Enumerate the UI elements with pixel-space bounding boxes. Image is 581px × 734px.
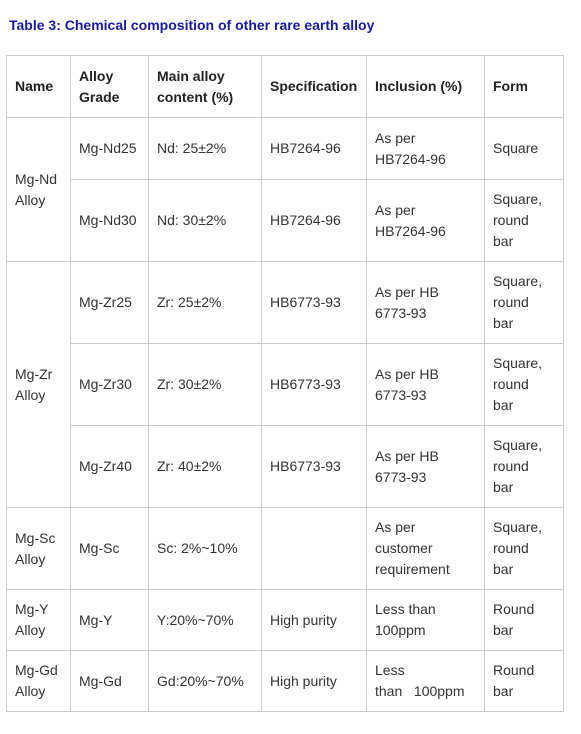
specification-cell: HB6773-93 [262,262,367,344]
header-form: Form [485,56,564,118]
header-inclusion: Inclusion (%) [367,56,485,118]
group-name-cell: Mg-Y Alloy [7,590,71,651]
table-title: Table 3: Chemical composition of other rare earth alloy [9,17,375,33]
inclusion-cell: Less than 100ppm [367,651,485,712]
inclusion-cell: As per HB 6773-93 [367,426,485,508]
composition-table [6,55,564,712]
table-row [7,118,564,180]
table-row [7,508,564,590]
form-cell: Round bar [485,651,564,712]
inclusion-cell: As per HB7264-96 [367,118,485,180]
content-cell: Nd: 30±2% [149,180,262,262]
specification-cell: HB6773-93 [262,426,367,508]
content-cell: Zr: 40±2% [149,426,262,508]
form-cell: Square, round bar [485,426,564,508]
content-cell: Gd:20%~70% [149,651,262,712]
content-cell: Nd: 25±2% [149,118,262,180]
content-cell: Y:20%~70% [149,590,262,651]
table-header-row [7,56,564,118]
grade-cell: Mg-Zr40 [71,426,149,508]
grade-cell: Mg-Nd30 [71,180,149,262]
table-row [7,180,564,262]
content-cell: Zr: 25±2% [149,262,262,344]
grade-cell: Mg-Zr25 [71,262,149,344]
group-name-cell: Mg-Zr Alloy [7,262,71,508]
group-name-cell: Mg-Gd Alloy [7,651,71,712]
header-main-alloy-content: Main alloy content (%) [149,56,262,118]
form-cell: Square [485,118,564,180]
specification-cell: HB7264-96 [262,118,367,180]
header-alloy-grade: Alloy Grade [71,56,149,118]
grade-cell: Mg-Y [71,590,149,651]
table-row [7,426,564,508]
table-row [7,590,564,651]
specification-cell: HB7264-96 [262,180,367,262]
grade-cell: Mg-Gd [71,651,149,712]
form-cell: Round bar [485,590,564,651]
specification-cell: High purity [262,590,367,651]
group-name-cell: Mg-Nd Alloy [7,118,71,262]
header-name: Name [7,56,71,118]
specification-cell [262,508,367,590]
content-cell: Sc: 2%~10% [149,508,262,590]
form-cell: Square, round bar [485,180,564,262]
grade-cell: Mg-Zr30 [71,344,149,426]
inclusion-cell: Less than 100ppm [367,590,485,651]
header-specification: Specification [262,56,367,118]
inclusion-cell: As per HB 6773-93 [367,262,485,344]
specification-cell: HB6773-93 [262,344,367,426]
table-row [7,651,564,712]
form-cell: Square, round bar [485,262,564,344]
inclusion-cell: As per HB 6773-93 [367,344,485,426]
inclusion-cell: As per HB7264-96 [367,180,485,262]
form-cell: Square, round bar [485,508,564,590]
specification-cell: High purity [262,651,367,712]
group-name-cell: Mg-Sc Alloy [7,508,71,590]
inclusion-cell: As per customer requirement [367,508,485,590]
grade-cell: Mg-Sc [71,508,149,590]
table-row [7,262,564,344]
table-row [7,344,564,426]
form-cell: Square, round bar [485,344,564,426]
content-cell: Zr: 30±2% [149,344,262,426]
grade-cell: Mg-Nd25 [71,118,149,180]
